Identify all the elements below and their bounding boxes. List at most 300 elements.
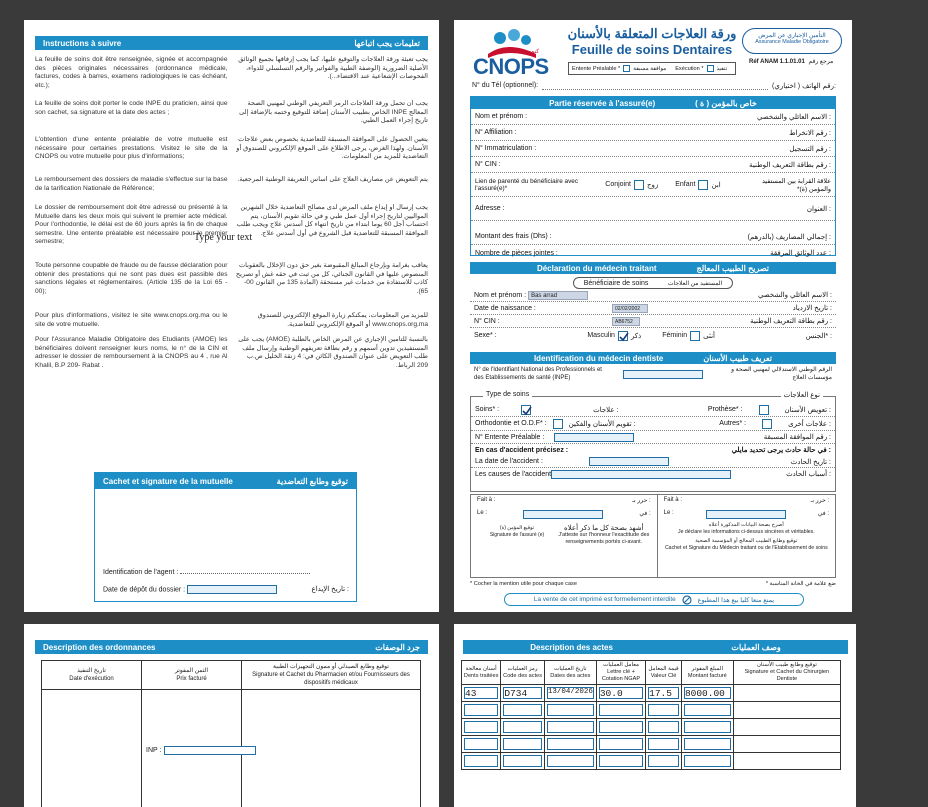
inpe-label-ar: الرقم الوطني الاستدلالي لمهنيي الصحة و مؤسسات العلاج bbox=[731, 367, 832, 381]
enfant-checkbox[interactable] bbox=[698, 180, 708, 190]
sig-mid-block bbox=[557, 525, 651, 546]
actes-signature-cell[interactable] bbox=[733, 702, 840, 719]
actes-cell-value[interactable]: D734 bbox=[503, 687, 542, 699]
actes-cell[interactable] bbox=[681, 702, 733, 719]
ord-sig-cell[interactable] bbox=[242, 690, 421, 807]
cnops-logo-ar: كنوبس bbox=[522, 49, 540, 55]
masculin-label: Masculin bbox=[587, 332, 615, 339]
sig-right2-fr: Cachet et Signature du Médecin traitant ou de l'Etablissement de soins bbox=[664, 545, 828, 551]
instructions-title-ar: تعليمات يجب اتباعها bbox=[354, 38, 420, 48]
form-title-ar: ورقة العلاجات المتعلقة بالأسنان bbox=[567, 26, 737, 41]
actes-cell-value[interactable] bbox=[684, 721, 731, 733]
actes-cell-value[interactable] bbox=[503, 704, 542, 716]
actes-column-header-ar: توقيع وطابع طبيب الأسنان bbox=[756, 662, 817, 668]
actes-cell-value[interactable] bbox=[599, 721, 643, 733]
instruction-text-ar: بالنسبة للتأمين الإجباري عن المرض الخاص بالطلبة (AMOE) يجب على المستفيدين تدوين أسمهم و رقم بطاقة تعريفهم الوطنية وإرسال ملف طلب التعويض على عنوان الصندوق الكائن في: 4 زنقة الخليل ص.ب 209 الرباط. bbox=[238, 336, 428, 369]
feminin-ar: أنثى bbox=[703, 332, 715, 340]
assure-title-fr: Partie réservée à l'assuré(e) bbox=[549, 98, 656, 108]
pieces-label: Nombre de pièces jointes : bbox=[475, 249, 558, 257]
dentiste-section bbox=[470, 352, 836, 388]
inpe-row bbox=[470, 364, 836, 384]
assure-section bbox=[470, 96, 836, 256]
actes-cell[interactable] bbox=[646, 753, 682, 770]
table-row bbox=[462, 702, 841, 719]
vente-fr: La vente de cet imprimé est formellement interdite bbox=[533, 596, 676, 603]
amo-badge-fr: Assurance Maladie Obligatoire bbox=[755, 39, 829, 45]
instruction-text-fr: Le dossier de remboursement doit être adressé ou présenté à la Mutuelle dans les deux mois qui suivent le premier acte médical. Pour l'orthodontie, le délai est de 60 jours après la fin de chaque semestre. Une entente préalable est nécessaire pour le premier semestre; bbox=[35, 204, 228, 246]
sig-mid-fr: J'atteste sur l'honneur l'exactitude des renseignements portés ci-avant. bbox=[558, 532, 650, 545]
enfant-label: Enfant bbox=[675, 181, 696, 188]
feminin-checkbox[interactable] bbox=[690, 331, 700, 341]
fait-a-label-right: Fait à : bbox=[663, 497, 682, 503]
assure-fields bbox=[471, 109, 835, 173]
ordonnances-header bbox=[35, 640, 428, 654]
date-boxes-left[interactable] bbox=[523, 510, 603, 519]
sig-assure-fr: Signature de l'assuré (e) bbox=[489, 532, 545, 538]
actes-cell-value[interactable] bbox=[547, 704, 594, 716]
le-label-right: Le : bbox=[663, 510, 674, 516]
actes-cell[interactable] bbox=[681, 685, 733, 702]
actes-cell-value[interactable]: 13/04/2026 bbox=[547, 687, 594, 699]
table-row bbox=[462, 719, 841, 736]
actes-cell-value[interactable] bbox=[684, 704, 731, 716]
agent-id-row bbox=[103, 569, 310, 576]
prothese-checkbox[interactable] bbox=[759, 405, 769, 415]
ben-naissance-value[interactable]: 02/02/2002 bbox=[612, 304, 648, 313]
assure-field-row[interactable] bbox=[471, 109, 835, 125]
actes-cell[interactable] bbox=[681, 753, 733, 770]
actes-cell-value[interactable]: 8000.00 bbox=[684, 687, 731, 699]
soins-label: Soins* : bbox=[475, 406, 500, 413]
actes-table bbox=[461, 660, 841, 770]
actes-cell-value[interactable] bbox=[684, 755, 731, 767]
medecin-title-ar: تصريح الطبيب المعالج bbox=[696, 263, 770, 273]
form-title-fr: Feuille de soins Dentaires bbox=[571, 42, 733, 57]
actes-cell-value[interactable] bbox=[464, 704, 498, 716]
actes-cell-value[interactable] bbox=[503, 755, 542, 767]
footnote-row bbox=[470, 581, 836, 587]
enfant-ar: ابن bbox=[711, 181, 721, 189]
medecin-header bbox=[470, 262, 836, 274]
actes-cell[interactable] bbox=[646, 702, 682, 719]
accident-date-label: La date de l'accident : bbox=[475, 458, 543, 465]
lien-row bbox=[471, 173, 835, 197]
instruction-item bbox=[35, 262, 428, 312]
actes-cell-value[interactable] bbox=[648, 755, 679, 767]
form-page bbox=[454, 20, 852, 612]
actes-cell-value[interactable] bbox=[547, 721, 594, 733]
actes-cell[interactable] bbox=[462, 702, 501, 719]
lien-label-ar: علاقة القرابة بين المستفيد والمؤمن (ة)* bbox=[761, 177, 831, 193]
signature-section bbox=[470, 494, 836, 578]
prothese-label: Prothèse* : bbox=[707, 406, 743, 413]
soins-checkbox[interactable] bbox=[521, 405, 531, 415]
instruction-item bbox=[35, 312, 428, 336]
ben-nom-value[interactable]: Bas arrad bbox=[528, 291, 588, 300]
accident-causes-label: Les causes de l'accident bbox=[475, 470, 552, 478]
entente-execution-box bbox=[568, 62, 736, 75]
actes-header bbox=[463, 640, 848, 654]
actes-cell-value[interactable] bbox=[547, 738, 594, 750]
ben-nom-label: Nom et prénom : bbox=[474, 291, 527, 299]
sexe-label: Sexe* : bbox=[474, 332, 497, 339]
actes-column-header-fr: Code des actes bbox=[503, 672, 543, 679]
actes-body bbox=[462, 685, 841, 770]
ben-cin-label: N° CIN : bbox=[474, 317, 500, 325]
checkmark-icon bbox=[522, 406, 532, 416]
actes-cell[interactable] bbox=[596, 736, 645, 753]
actes-cell[interactable] bbox=[544, 736, 596, 753]
actes-column-header-fr: Dents traitées bbox=[463, 672, 499, 679]
entente-checkbox[interactable] bbox=[623, 65, 630, 72]
actes-column-header bbox=[501, 661, 545, 685]
le-label-ar-right: في : bbox=[817, 511, 829, 517]
actes-column-header bbox=[544, 661, 596, 685]
autres-label-ar: علاجات أخرى : bbox=[788, 420, 831, 428]
ben-nom-row bbox=[470, 289, 836, 302]
signature-left bbox=[471, 495, 658, 577]
phone-line[interactable] bbox=[542, 82, 768, 90]
actes-cell[interactable] bbox=[646, 719, 682, 736]
deposit-row bbox=[103, 585, 349, 594]
lien-label: Lien de parenté du bénéficiaire avec l'assuré(e)* bbox=[475, 177, 579, 192]
le-label-ar: في : bbox=[639, 511, 651, 517]
actes-title-fr: Description des actes bbox=[530, 642, 613, 652]
actes-cell-value[interactable] bbox=[648, 738, 679, 750]
actes-title-ar: وصف العمليات bbox=[731, 642, 781, 652]
actes-cell-value[interactable]: 30.0 bbox=[599, 687, 643, 699]
inp-boxes[interactable] bbox=[164, 746, 256, 755]
actes-cell[interactable] bbox=[646, 685, 682, 702]
instructions-header bbox=[35, 36, 428, 50]
actes-cell-value[interactable] bbox=[503, 721, 542, 733]
dentiste-title-ar: تعريف طبيب الأسنان bbox=[703, 353, 773, 363]
autres-checkbox[interactable] bbox=[762, 419, 772, 429]
ben-cin-label-ar: رقم بطاقة التعريف الوطنية : bbox=[750, 318, 832, 325]
accident-date-label-ar: تاريخ الحادث : bbox=[790, 458, 831, 466]
actes-cell[interactable] bbox=[501, 753, 545, 770]
footnote-fr: * Cocher la mention utile pour chaque case bbox=[470, 581, 577, 587]
entente-ar: موافقة مسبقة bbox=[633, 65, 667, 72]
ord-prix-cell[interactable] bbox=[142, 690, 242, 807]
sig-right-fr: Je déclare les informations ci-dessus sincères et véritables. bbox=[677, 529, 815, 535]
ord-col-sig-fr: Signature et Cachet du Pharmacien et/ou Fournisseurs des dispositifs médicaux bbox=[252, 672, 410, 686]
actes-cell[interactable] bbox=[596, 753, 645, 770]
actes-column-header bbox=[733, 661, 840, 685]
assure-field-label: Nom et prénom : bbox=[475, 113, 528, 120]
footnote-ar: * ضع علامة في الخانة المناسبة bbox=[765, 581, 836, 587]
accident-date-boxes[interactable] bbox=[589, 457, 669, 466]
soins-section bbox=[470, 391, 836, 492]
fait-a-label-ar: حرر بـ : bbox=[632, 498, 651, 504]
entente-num-label-ar: رقم الموافقة المسبقة : bbox=[763, 434, 831, 441]
actes-cell[interactable] bbox=[462, 736, 501, 753]
date-boxes-right[interactable] bbox=[706, 510, 786, 519]
soins-label-ar: علاجات : bbox=[593, 406, 619, 414]
ord-col-prix bbox=[142, 661, 242, 690]
adresse-label: Adresse : bbox=[475, 205, 505, 212]
actes-cell-value[interactable] bbox=[599, 755, 643, 767]
assure-field-label-ar: رقم بطاقة التعريف الوطنية : bbox=[749, 161, 831, 169]
sig-assure-ar: توقيع المؤمن (ة) bbox=[499, 525, 535, 531]
assure-field-label-ar: رقم الانخراط : bbox=[789, 129, 831, 137]
actes-column-header bbox=[462, 661, 501, 685]
soins-title-fr: Type de soins bbox=[483, 391, 532, 398]
actes-column-header-fr: Dates des actes bbox=[550, 672, 591, 679]
fait-a-label: Fait à : bbox=[477, 497, 496, 503]
actes-cell-value[interactable] bbox=[547, 755, 594, 767]
actes-column-header-ar: معامل العمليات bbox=[603, 662, 639, 668]
actes-cell-value[interactable] bbox=[503, 738, 542, 750]
actes-cell[interactable] bbox=[681, 736, 733, 753]
ordonnances-title-fr: Description des ordonnances bbox=[43, 642, 156, 652]
cnops-logo-text: CNOPS bbox=[473, 54, 549, 79]
assure-header bbox=[471, 97, 835, 109]
table-row bbox=[462, 685, 841, 702]
vente-banner bbox=[504, 593, 804, 606]
inpe-boxes[interactable] bbox=[623, 370, 703, 379]
ben-naissance-label-ar: تاريخ الازدياد : bbox=[792, 305, 832, 312]
ord-col-date-fr: Date d'exécution bbox=[69, 676, 114, 682]
actes-column-header-ar: تاريخ العمليات bbox=[554, 665, 587, 672]
cnops-logo bbox=[470, 26, 550, 78]
vente-ar: يمنع منعا كليا بيع هذا المطبوع bbox=[697, 596, 775, 604]
ben-cin-value[interactable]: AB6752 bbox=[612, 317, 640, 326]
actes-cell-value[interactable] bbox=[648, 704, 679, 716]
assure-title-ar: خاص بالمؤمن ( ة ) bbox=[695, 98, 757, 108]
instruction-text-ar: يعاقب بغرامة وبإرجاع المبالغ المقبوضة بغير حق دون الإخلال بالعقوبات المنصوص عليها في القانون الجنائي، كل من ثبت في حقه غش أو تصريح كاذب للاستفادة من خدمات غير مستحقة (المادة 135 من القانون 00-65). bbox=[235, 262, 428, 295]
ord-col-date bbox=[42, 661, 142, 690]
instruction-text-fr: Le remboursement des dossiers de maladie s'effectue sur la base de la tarification Nationale de Référence; bbox=[35, 176, 228, 192]
instruction-text-ar: يجب أن تحمل ورقة العلاجات الرمز التعريفي الوطني لمهنيي الصحة المعالج INPE الخاص بطبيب الأسنان إضافة للتوقيع وختمه بالإضافة إلى تاريخ إجراء العمل الطبي. bbox=[239, 100, 428, 125]
assure-field-label: N° Immatriculation : bbox=[475, 145, 537, 152]
actes-cell[interactable] bbox=[544, 685, 596, 702]
actes-column-header-fr: Valeur Clé bbox=[650, 672, 677, 679]
amo-badge-ar: التأمين الإجباري عن المرض bbox=[758, 33, 826, 39]
ref-anam-text: Réf ANAM 1.1.01.01 bbox=[749, 59, 805, 65]
deposit-date-boxes[interactable] bbox=[187, 585, 277, 594]
soins-title-ar: نوع العلاجات bbox=[781, 391, 823, 399]
actes-column-header-fr: Lettre clé + Cotation NGAP bbox=[601, 669, 641, 682]
actes-cell[interactable] bbox=[544, 753, 596, 770]
assure-field-label-ar: الاسم العائلي والشخصي : bbox=[756, 113, 831, 121]
ben-nom-label-ar: الاسم العائلي والشخصي : bbox=[757, 292, 832, 299]
sig-right-block[interactable] bbox=[664, 522, 829, 552]
autres-label: Autres* : bbox=[719, 420, 747, 427]
ord-col-prix-ar: الثمن المفوتر bbox=[174, 668, 209, 674]
instruction-text-fr: L'obtention d'une entente préalable de votre mutuelle est nécessaire pour certaines prestations. Visitez le site de la CNOPS ou votre mutuelle pour plus d'informations; bbox=[35, 136, 228, 161]
ord-col-sig bbox=[242, 661, 421, 690]
instruction-item bbox=[35, 336, 428, 384]
actes-cell[interactable] bbox=[501, 736, 545, 753]
actes-column-header-ar: رمز العمليات bbox=[507, 665, 538, 672]
amo-badge bbox=[742, 28, 842, 54]
actes-signature-cell[interactable] bbox=[733, 753, 840, 770]
assure-field-row[interactable] bbox=[471, 125, 835, 141]
actes-signature-cell[interactable] bbox=[733, 719, 840, 736]
montant-label: Montant des frais (Dhs) : bbox=[475, 233, 552, 240]
mutuelle-stamp-box bbox=[94, 472, 357, 602]
sig-right-ar: أصرح بصحة البيانات المذكورة أعلاه bbox=[708, 522, 784, 528]
instruction-item bbox=[35, 176, 428, 204]
actes-cell-value[interactable] bbox=[648, 721, 679, 733]
masculin-checkbox[interactable] bbox=[618, 331, 628, 341]
actes-cell[interactable] bbox=[462, 685, 501, 702]
actes-column-header-fr: Montant facturé bbox=[687, 672, 727, 679]
actes-page bbox=[454, 624, 856, 807]
beneficiaire-pill bbox=[573, 277, 733, 289]
inp-row bbox=[146, 746, 256, 755]
actes-cell-value[interactable] bbox=[599, 738, 643, 750]
inp-label: INP : bbox=[146, 747, 162, 754]
execution-label: Exécution * bbox=[675, 65, 704, 72]
ben-naissance-label: Date de naissance : bbox=[474, 304, 536, 312]
fait-a-label-ar-right: حرر بـ : bbox=[810, 498, 829, 504]
actes-cell[interactable] bbox=[596, 702, 645, 719]
instruction-text-ar: يتم التعويض عن مصاريف العلاج على أساس التعريفة الوطنية المرجعية. bbox=[237, 176, 428, 183]
actes-signature-cell[interactable] bbox=[733, 736, 840, 753]
assure-field-label-ar: رقم التسجيل : bbox=[789, 145, 831, 153]
adresse-row[interactable] bbox=[471, 197, 835, 221]
dentiste-header bbox=[470, 352, 836, 364]
actes-cell-value[interactable]: 17.5 bbox=[648, 687, 679, 699]
signature-right bbox=[658, 495, 835, 577]
instructions-list bbox=[35, 56, 428, 384]
actes-cell-value[interactable] bbox=[464, 755, 498, 767]
ortho-label: Orthodontie et O.D.F* : bbox=[475, 420, 547, 427]
conjoint-ar: زوج bbox=[646, 181, 659, 189]
actes-cell-value[interactable] bbox=[599, 704, 643, 716]
instruction-item bbox=[35, 56, 428, 100]
execution-checkbox[interactable] bbox=[707, 65, 714, 72]
actes-cell-value[interactable] bbox=[684, 738, 731, 750]
le-row-left bbox=[477, 510, 651, 519]
actes-column-header bbox=[681, 661, 733, 685]
sig-assure-block[interactable] bbox=[477, 525, 557, 546]
assure-field-row[interactable] bbox=[471, 141, 835, 157]
instruction-item bbox=[35, 100, 428, 136]
actes-cell-value[interactable] bbox=[464, 738, 498, 750]
fait-a-row-right bbox=[664, 497, 829, 504]
sig-right2-ar: توقيع وطابع الطبيب المعالج أو المؤسسة الصحية bbox=[695, 538, 798, 544]
phone-label-ar: رقم الهاتف ( اختياري): bbox=[772, 83, 836, 90]
accident-causes-row bbox=[471, 468, 835, 480]
table-row bbox=[462, 753, 841, 770]
actes-cell[interactable] bbox=[596, 719, 645, 736]
instruction-text-ar: للمزيد من المعلومات، يمكنكم زيارة الموقع الإلكتروني للصندوق www.cnops.org.ma أو الموقع الإلكتروني للتعاضدية. bbox=[257, 312, 428, 328]
actes-signature-cell[interactable] bbox=[733, 685, 840, 702]
conjoint-label: Conjoint bbox=[605, 181, 631, 188]
mutuelle-title-fr: Cachet et signature de la mutuelle bbox=[103, 476, 233, 486]
soins-row-2 bbox=[471, 417, 835, 431]
actes-cell[interactable] bbox=[544, 702, 596, 719]
instruction-text-fr: Pour l'Assurance Maladie Obligatoire des Etudiants (AMOE) les bénéficiaires doivent renseigner leurs noms, le n° de la CIN et adresser le dossier de remboursement à la CNOPS au 4 , rue Al Khalil, B.P 209- Rabat . bbox=[35, 336, 228, 369]
instruction-text-fr: Toute personne coupable de fraude ou de fausse déclaration pour obtenir des prestations qui ne sont pas dues est passible des sanctions légales et réglementaires. (Article 135 de la Loi 65 - 00); bbox=[35, 262, 228, 295]
instruction-text-fr: Pour plus d'informations, visitez le site www.cnops.org.ma ou le site de votre mutuelle. bbox=[35, 312, 228, 328]
actes-column-header-fr: Signature et Cachet du Chirurgien Dentiste bbox=[744, 669, 830, 682]
medecin-section bbox=[470, 262, 836, 352]
actes-column-header-ar: المبلغ المفوتر bbox=[691, 665, 724, 672]
ord-date-cell[interactable] bbox=[42, 690, 142, 807]
phone-label: N° du Tél (optionnel): bbox=[472, 82, 539, 89]
accident-date-row bbox=[471, 456, 835, 468]
actes-cell[interactable] bbox=[596, 685, 645, 702]
accident-title: En cas d'accident précisez : bbox=[475, 446, 569, 454]
accident-title-ar: في حالة حادث يرجى تحديد مايلي : bbox=[731, 447, 831, 454]
checkmark-icon bbox=[619, 332, 629, 342]
mutuelle-title-ar: توقيع وطابع التعاضدية bbox=[276, 476, 348, 486]
accident-causes-field[interactable] bbox=[551, 470, 731, 479]
accident-causes-label-ar: أسباب الحادث : bbox=[786, 471, 831, 478]
assure-field-label: N° CIN : bbox=[475, 161, 501, 168]
agent-id-label: Identification de l'agent : bbox=[103, 569, 179, 576]
actes-cell[interactable] bbox=[646, 736, 682, 753]
assure-field-label: N° Affiliation : bbox=[475, 129, 517, 136]
instruction-text-ar: يتعين الحصول على الموافقة المسبقة للتعاضدية بخصوص بعض علاجات الأسنان. ولهذا الغرض، يرجى الاطلاع على الموقع الإلكتروني للصندوق أو التعاضدية للمزيد من المعلومات. bbox=[236, 136, 428, 161]
actes-cell[interactable] bbox=[462, 753, 501, 770]
actes-cell[interactable] bbox=[462, 719, 501, 736]
le-row-right bbox=[664, 510, 829, 519]
deposit-label-ar: تاريخ الإيداع : bbox=[311, 586, 349, 593]
execution-ar: تنفيذ bbox=[716, 65, 728, 72]
ortho-label-ar: تقويم الأسنان والفكين : bbox=[568, 420, 636, 428]
conjoint-checkbox[interactable] bbox=[634, 180, 644, 190]
ben-naissance-row bbox=[470, 302, 836, 315]
assure-field-row[interactable] bbox=[471, 157, 835, 173]
phone-row bbox=[472, 82, 836, 90]
ref-anam-ar: مرجع رقم bbox=[808, 59, 834, 65]
deposit-label: Date de dépôt du dossier : bbox=[103, 586, 186, 594]
prohibited-icon bbox=[682, 595, 692, 605]
pieces-row[interactable] bbox=[471, 245, 835, 261]
actes-header-row bbox=[462, 661, 841, 685]
actes-cell-value[interactable]: 43 bbox=[464, 687, 498, 699]
sexe-row bbox=[470, 328, 836, 343]
actes-cell[interactable] bbox=[501, 685, 545, 702]
pieces-label-ar: عدد الوثائق المرفقة : bbox=[770, 250, 831, 257]
actes-column-header-ar: قيمة المعامل bbox=[648, 665, 679, 672]
montant-label-ar: إجمالي المصاريف (بالدرهم) : bbox=[747, 233, 831, 241]
ord-col-prix-fr: Prix facturé bbox=[176, 676, 207, 682]
typed-text-annotation[interactable]: Type your text bbox=[194, 232, 253, 243]
actes-column-header-ar: أسنان معالجة bbox=[465, 665, 497, 672]
agent-id-line[interactable] bbox=[180, 573, 310, 574]
entente-num-label: N° Entente Préalable : bbox=[475, 433, 545, 441]
ord-col-date-ar: تاريخ التنفيذ bbox=[77, 668, 106, 674]
fait-a-row-left bbox=[477, 497, 651, 504]
ordonnances-page bbox=[24, 624, 439, 807]
instructions-title-fr: Instructions à suivre bbox=[43, 38, 122, 48]
beneficiaire-fr: Bénéficiaire de soins bbox=[583, 279, 649, 287]
inpe-label: N° de l'Identifiant National des Professionnels et des Etablissements de santé (INPE) bbox=[474, 367, 602, 381]
instruction-text-fr: La feuille de soins doit être renseignée, signée et accompagnée des pièces originales nécessaires (ordonnance médicale, factures, codes à barres, examens radiologiques le cas échéant, etc.); bbox=[35, 56, 228, 89]
actes-cell[interactable] bbox=[544, 719, 596, 736]
actes-cell-value[interactable] bbox=[464, 721, 498, 733]
montant-row[interactable] bbox=[471, 229, 835, 245]
entente-row bbox=[471, 431, 835, 444]
ben-cin-row bbox=[470, 315, 836, 328]
actes-cell[interactable] bbox=[501, 702, 545, 719]
actes-column-header bbox=[596, 661, 645, 685]
actes-column-header bbox=[646, 661, 682, 685]
adresse-label-ar: العنوان : bbox=[806, 205, 831, 213]
entente-num-boxes[interactable] bbox=[554, 433, 634, 442]
sexe-label-ar: الجنس* : bbox=[805, 332, 832, 340]
actes-cell[interactable] bbox=[681, 719, 733, 736]
ordonnances-table bbox=[41, 660, 421, 807]
ortho-checkbox[interactable] bbox=[553, 419, 563, 429]
actes-cell[interactable] bbox=[501, 719, 545, 736]
